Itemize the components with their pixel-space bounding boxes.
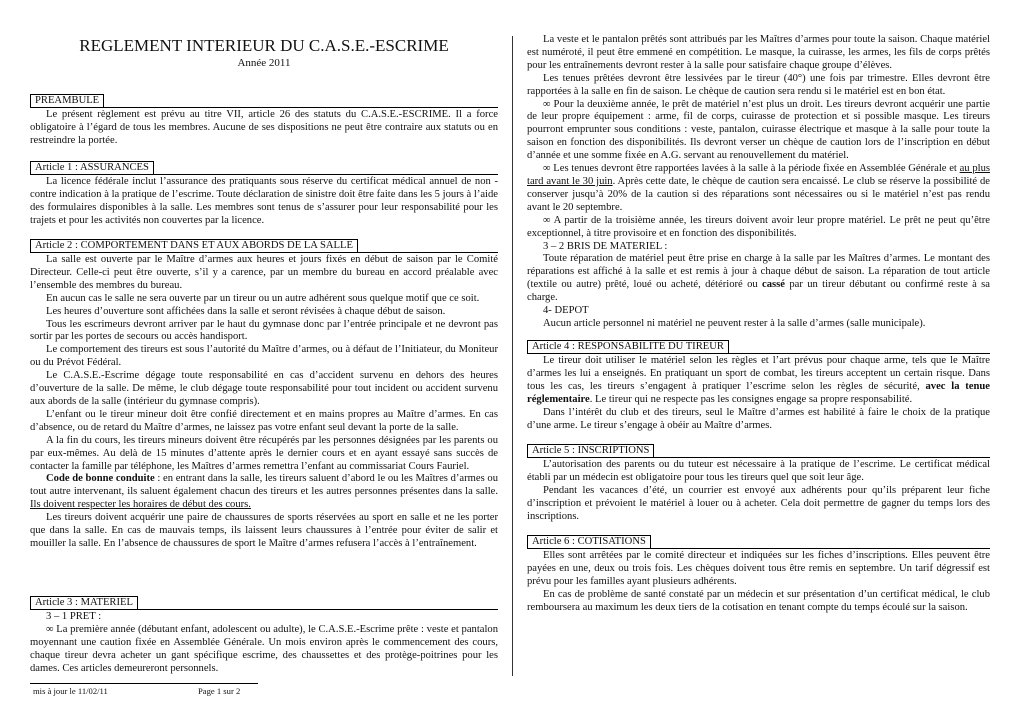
article-3-paragraph: ∞ A partir de la troisième année, les tireurs doivent avoir leur propre matériel. Le prêt ne peut qu’être exceptionnel, à titre provisoire et en fonction des disponibilités. bbox=[527, 214, 990, 239]
bris-text-a: Toute réparation de matériel peut être prise en charge à la salle par les Maîtres d’armes. Le montant des réparations est affiché à la salle et est remis à jour à chaque début de saison. La réparation de tout article (textile ou autre) prêté, loué ou acheté, détérioré ou bbox=[527, 253, 990, 291]
bris-subheading: 3 – 2 BRIS DE MATERIEL : bbox=[543, 240, 668, 252]
article-4-paragraph: Dans l’intérêt du club et des tireurs, seul le Maître d’armes est habilité à faire le choix de la pratique d’une arme. Le tireur s’engage à obéir au Maître d’armes. bbox=[527, 406, 990, 431]
article-1-section bbox=[30, 176, 498, 228]
article-3-paragraph: Les tenues prêtées devront être lessivées par le tireur (40°) une fois par trimestre. Elles devront être rapportées à la salle en fin de saison. Le chèque de caution sera rendu si le matériel est en bon état. bbox=[527, 72, 990, 97]
article-3-paragraph: ∞ Pour la deuxième année, le prêt de matériel n’est plus un droit. Les tireurs devront acquérir une partie de leur propre équipement : arme, fil de corps, cuirasse de protection et si possible masque. Les tireurs pourront emprunter sous conditions : veste, pantalon, cuirasse électrique et masque à la salle pour toute la saison en fonction des disponibilités. Ils devront verser un chèque de caution lors de l’inscription en début d’année et une somme fixée en A.G. servant au renouvellement du matériel. bbox=[527, 98, 990, 162]
article-5-paragraph: Pendant les vacances d’été, un courrier est envoyé aux adhérents pour qu’ils préparent leur fiche d’inscription et prévoient le matériel à louer ou à acheter. Cela doit permettre de gagner du temps lors des inscriptions. bbox=[527, 484, 990, 522]
article-2-paragraph: Le C.A.S.E.-Escrime dégage toute responsabilité en cas d’accident survenu en dehors des heures d’ouverture de la salle. De même, le club dégage toute responsabilité pour tout incident ou accident survenu aux abords de la salle (intérieur du gymnase compris). bbox=[30, 370, 498, 407]
section-rule bbox=[527, 548, 990, 549]
article-3-heading: Article 3 : MATERIEL bbox=[30, 596, 138, 610]
article-2-paragraph: Le comportement des tireurs est sous l’autorité du Maître d’armes, ou à défaut de l’Initiateur, du Moniteur ou du Prévot Fédéral. bbox=[30, 344, 498, 369]
footer-updated: mis à jour le 11/02/11 bbox=[33, 686, 108, 696]
article-5-heading: Article 5 : INSCRIPTIONS bbox=[527, 444, 654, 458]
return-deadline: au plus tard avant le 30 juin bbox=[527, 163, 990, 187]
article-4-heading: Article 4 : RESPONSABILITE DU TIREUR bbox=[527, 340, 729, 354]
depot-subheading: 4- DEPOT bbox=[543, 305, 589, 317]
article-3-section bbox=[30, 611, 498, 676]
code-underlined: Ils doivent respecter les horaires de début des cours. bbox=[30, 499, 251, 511]
article-4-bold: avec la tenue réglementaire bbox=[527, 380, 990, 405]
article-3-text: ∞ La première année (débutant enfant, adolescent ou adulte), le C.A.S.E.-Escrime prête : veste et pantalon moyennant une caution fixée en Assemblée Générale. Un mois environ après le commencement des cours, chaque tireur devra acheter un gant spécifique escrime, des chaussettes et des protège-poitrines pour les dames. Ces articles demeureront personnels. bbox=[30, 623, 498, 674]
article-4-section bbox=[527, 355, 990, 432]
article-2-paragraph: Les heures d’ouverture sont affichées dans la salle et seront révisées à chaque début de saison. bbox=[46, 305, 446, 317]
code-text: : en entrant dans la salle, les tireurs saluent d’abord le ou les Maîtres d’armes ou tout autre intervenant, ils saluent également chacun des tireurs et les autres personnes présentes dans la salle. bbox=[30, 473, 498, 498]
article-6-heading: Article 6 : COTISATIONS bbox=[527, 535, 651, 549]
article-2-paragraph: L’enfant ou le tireur mineur doit être confié directement et en mains propres au Maître d’armes. En cas d’absence, ou de retard du Maître d’armes, ne laissez pas votre enfant seul devant la porte de la salle. bbox=[30, 408, 498, 433]
article-2-paragraph: Tous les escrimeurs devront arriver par le haut du gymnase donc par l’entrée principale et ne devront pas sortir par les portes de secours ou accès handisport. bbox=[30, 318, 498, 343]
footer-page-number: Page 1 sur 2 bbox=[198, 686, 241, 696]
article-3-paragraph-return bbox=[527, 163, 990, 215]
preambule-heading: PREAMBULE bbox=[30, 94, 104, 108]
article-1-heading: Article 1 : ASSURANCES bbox=[30, 161, 154, 175]
article-6-paragraph: Elles sont arrêtées par le comité directeur et indiquées sur les fiches d’inscriptions. Elles peuvent être payées en une, deux ou trois fois. Les chèques doivent tous être remis en septembre. Un tarif dégressif est prévu pour les familles ayant plusieurs adhérents. bbox=[527, 550, 990, 587]
preambule-text: Le présent règlement est prévu au titre VII, article 26 des statuts du C.A.S.E.-ESCRIME. Il a force obligatoire à l’égard de tous les membres. Aucune de ses dispositions ne peut être contraire aux statuts ou en restreindre la portée. bbox=[30, 109, 498, 146]
article-4-text-c: . Le tireur qui ne respecte pas les consignes engage sa propre responsabilité. bbox=[589, 393, 913, 405]
article-2-section bbox=[30, 254, 498, 551]
article-2-paragraph: La salle est ouverte par le Maître d’armes aux heures et jours fixés en début de saison par le Comité Directeur. Celle-ci peut être ouverte, s’il y a carence, par un membre du bureau en accord préalable avec l’ensemble des membres du bureau. bbox=[30, 254, 498, 291]
footer-rule bbox=[30, 683, 258, 684]
code-label: Code de bonne conduite bbox=[46, 473, 155, 485]
article-2-paragraph: A la fin du cours, les tireurs mineurs doivent être récupérés par les personnes désignées par les parents ou par eux-mêmes. Au delà de 15 minutes d’attente après le dernier cours et en ayant essayé sans succès de contacter la famille par téléphone, les Maîtres d’armes remettra l’enfant au commissariat Cours Fauriel. bbox=[30, 434, 498, 472]
depot-text: Aucun article personnel ni matériel ne peuvent rester à la salle d’armes (salle municipale). bbox=[543, 317, 926, 329]
return-text-b: . Après cette date, le chèque de caution sera encaissé. Le club se réserve la possibilité de conserver jusqu’à 20% de la caution si des réparations sont nécessaires ou si le matériel n’est pas rendu avant le 20 septembre. bbox=[527, 175, 990, 213]
page-subtitle: Année 2011 bbox=[237, 57, 291, 69]
article-6-paragraph: En cas de problème de santé constaté par un médecin et sur présentation d’un certificat médical, le club remboursera au maximum les deux tiers de la cotisation en tenant compte du temps écoulé sur la saison. bbox=[527, 588, 990, 613]
article-2-heading: Article 2 : COMPORTEMENT DANS ET AUX ABORDS DE LA SALLE bbox=[30, 239, 358, 253]
code-de-bonne-conduite bbox=[30, 473, 498, 512]
article-2-paragraph: Les tireurs doivent acquérir une paire de chaussures de sports réservées au sport en salle et ne les porter que dans la salle. En cas de mauvais temps, ils laissent leurs chaussures à l’entrée pour éviter de salir et mouiller la salle. En l’absence de chaussures de sport le Maître d’armes refusera l’accès à l’entraînement. bbox=[30, 512, 498, 549]
section-rule bbox=[30, 174, 498, 175]
article-5-section bbox=[527, 459, 990, 524]
bris-text-c: par un tireur débutant ou confirmé reste à sa charge. bbox=[527, 279, 990, 304]
page-title: REGLEMENT INTERIEUR DU C.A.S.E.-ESCRIME bbox=[79, 36, 449, 55]
article-5-paragraph: L’autorisation des parents ou du tuteur est nécessaire à la pratique de l’escrime. Le certificat médical établi par un médecin est obligatoire pour tous les tireurs quel que soit leur âge. bbox=[527, 459, 990, 483]
section-rule bbox=[30, 252, 498, 253]
bris-text bbox=[527, 253, 990, 305]
article-4-paragraph bbox=[527, 355, 990, 407]
article-3-paragraph: La veste et le pantalon prêtés sont attribués par les Maîtres d’armes pour toute la saison. Chaque matériel est numéroté, il peut être emmené en compétition. Le masque, la cuirasse, les armes, les fils de corps prêtés pour les entraînements devront rester à la salle pour satisfaire chaque groupe d’élèves. bbox=[527, 34, 990, 71]
article-3-subheading: 3 – 1 PRET : bbox=[46, 611, 102, 622]
section-rule bbox=[527, 457, 990, 458]
article-6-section bbox=[527, 550, 990, 615]
preambule-section bbox=[30, 109, 498, 148]
article-2-paragraph: En aucun cas le salle ne sera ouverte par un tireur ou un autre adhérent sous quelque motif que ce soit. bbox=[46, 292, 480, 304]
article-1-text: La licence fédérale inclut l’assurance des pratiquants sous réserve du certificat médical annuel de non - contre indication à la pratique de l’escrime. Toute déclaration de sinistre doit être faite dans les 5 jours à l’aide des formulaires disponibles à la salle. Les membres sont tenus de s’assurer pour leur responsabilité pour les trajets et pour les activités non couvertes par la licence. bbox=[30, 176, 498, 226]
column-separator bbox=[512, 36, 513, 676]
section-rule bbox=[30, 107, 498, 108]
section-rule bbox=[30, 609, 498, 610]
article-4-text-a: Le tireur doit utiliser le matériel selon les règles et l’art prévus pour chaque arme, tels que le Maître d’armes les lui a enseignés. En pratiquant un sport de combat, les tireurs acceptent un certain risque. Dans tous les cas, les tireurs s’engagent à pratiquer l’escrime selon les règles de sécurité, bbox=[527, 355, 990, 392]
article-3-continued bbox=[527, 34, 990, 331]
section-rule bbox=[527, 353, 990, 354]
return-text-a: ∞ Les tenues devront être rapportées lavées à la salle à la période fixée en Assemblée Générale et bbox=[543, 163, 960, 175]
bris-bold: cassé bbox=[762, 279, 785, 291]
